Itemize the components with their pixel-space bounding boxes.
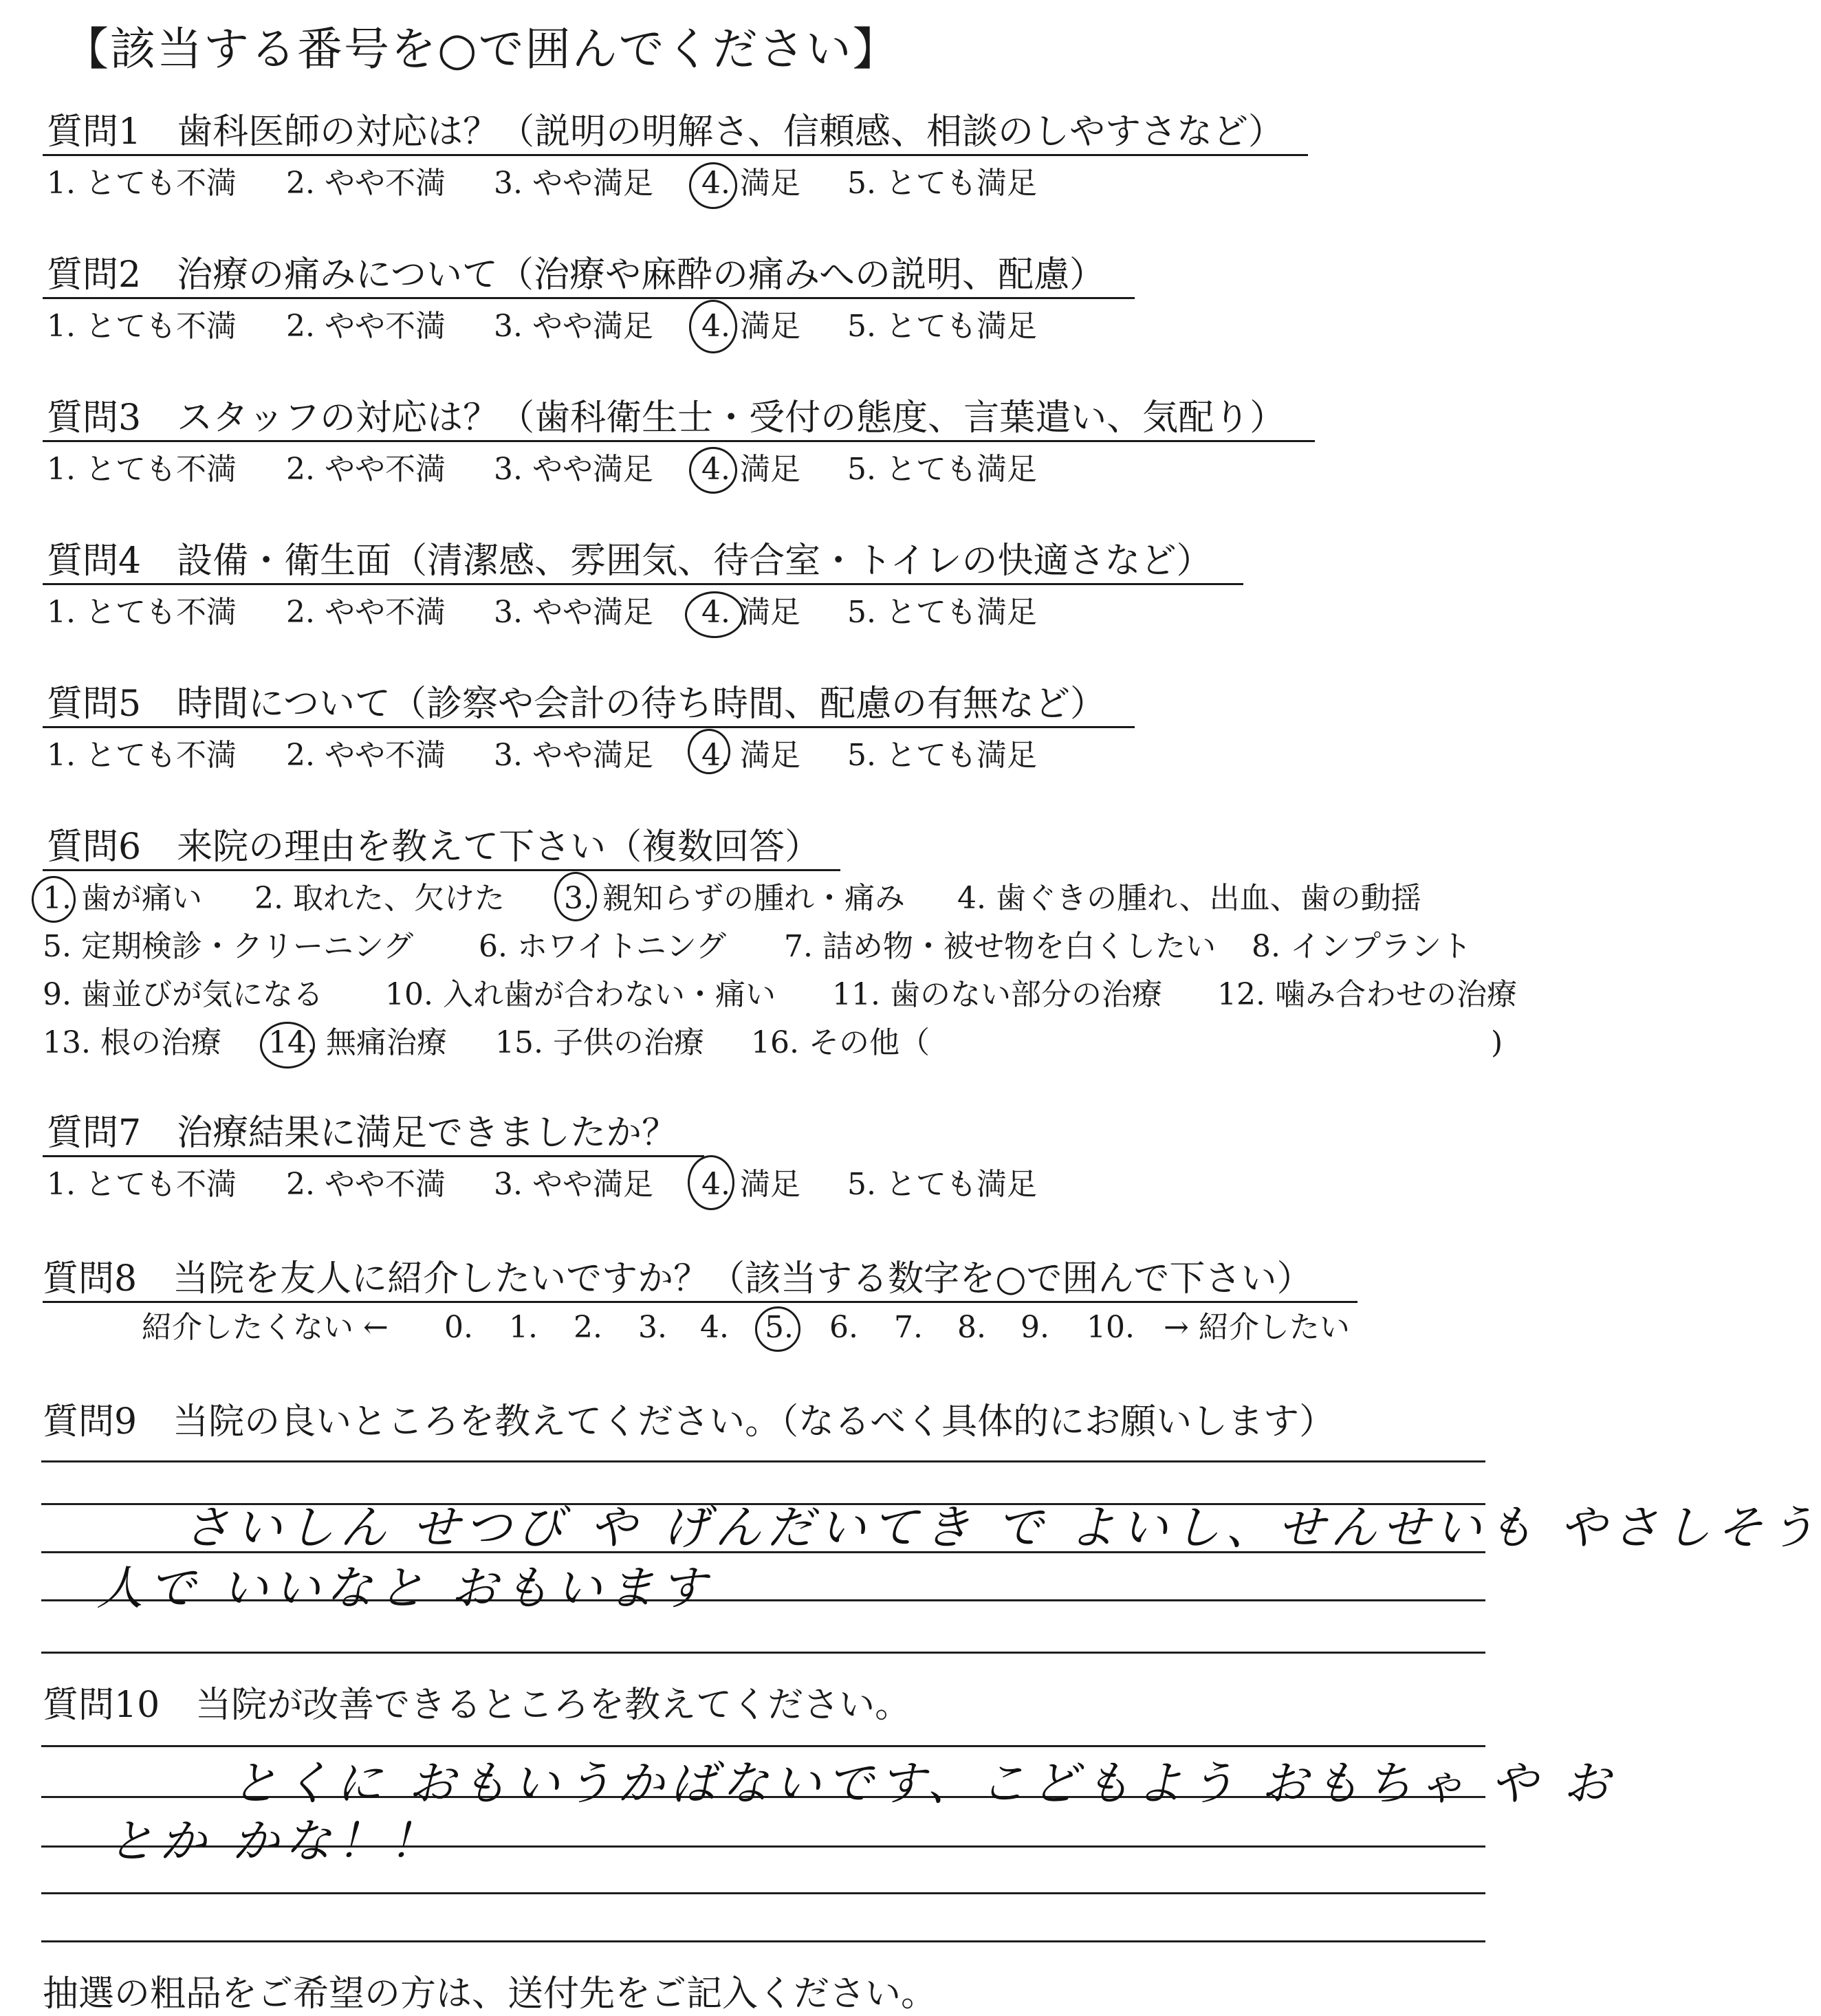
q7-option-1[interactable]: 1. とても不満	[47, 1167, 237, 1202]
question-1-underline	[43, 154, 1308, 156]
q7-option-2[interactable]: 2. やや不満	[286, 1167, 446, 1202]
q1-option-4[interactable]: 4. 満足	[701, 166, 800, 201]
q6-selected-circle-3	[554, 872, 597, 921]
q8-scale-7[interactable]: 7.	[894, 1310, 923, 1345]
q6-option-11[interactable]: 11. 歯のない部分の治療	[832, 977, 1162, 1012]
q4-option-3[interactable]: 3. やや満足	[494, 595, 653, 630]
q3-option-2[interactable]: 2. やや不満	[286, 452, 446, 487]
question-3-underline	[43, 440, 1315, 442]
q3-option-1[interactable]: 1. とても不満	[47, 452, 237, 487]
q1-option-5[interactable]: 5. とても満足	[847, 166, 1037, 201]
q8-scale-4[interactable]: 4.	[700, 1310, 729, 1345]
q6-option-14[interactable]: 14. 無痛治療	[268, 1025, 447, 1060]
q6-option-8[interactable]: 8. インプラント	[1252, 929, 1472, 964]
q8-left-label: 紹介したくない ←	[142, 1310, 389, 1345]
question-7-title: 質問7 治療結果に満足できましたか？	[47, 1113, 678, 1154]
q8-scale-6[interactable]: 6.	[829, 1310, 858, 1345]
q7-option-4[interactable]: 4. 満足	[701, 1167, 800, 1202]
q3-option-5[interactable]: 5. とても満足	[847, 452, 1037, 487]
q10-handwritten-answer-line-1: とくに おもいうかばないです、こどもよう おもちゃ や お	[231, 1757, 1616, 1811]
question-7-underline	[43, 1155, 704, 1157]
q4-option-1[interactable]: 1. とても不満	[47, 595, 237, 630]
question-2-underline	[43, 297, 1135, 299]
q4-option-5[interactable]: 5. とても満足	[847, 595, 1037, 630]
question-6-title: 質問6 来院の理由を教えて下さい（複数回答）	[47, 826, 821, 868]
q8-right-label: → 紹介したい	[1164, 1310, 1350, 1345]
q6-option-9[interactable]: 9. 歯並びが気になる	[43, 977, 323, 1012]
q6-option-1[interactable]: 1. 歯が痛い	[43, 881, 202, 916]
q6-option-2[interactable]: 2. 取れた、欠けた	[254, 881, 505, 916]
q8-scale-5[interactable]: 5.	[765, 1310, 794, 1345]
q6-option-7[interactable]: 7. 詰め物・被せ物を白くしたい	[784, 929, 1216, 964]
q3-option-3[interactable]: 3. やや満足	[494, 452, 653, 487]
q2-option-1[interactable]: 1. とても不満	[47, 309, 237, 344]
footer-instruction: 抽選の粗品をご希望の方は、送付先をご記入ください。	[43, 1973, 937, 2015]
q4-selected-circle	[685, 591, 744, 638]
question-9-title: 質問9 当院の良いところを教えてください。（なるべく具体的にお願いします）	[43, 1401, 1335, 1443]
q4-option-2[interactable]: 2. やや不満	[286, 595, 446, 630]
q6-option-12[interactable]: 12. 噛み合わせの治療	[1217, 977, 1517, 1012]
q10-answer-rule-4	[41, 1892, 1485, 1894]
q5-option-2[interactable]: 2. やや不満	[286, 738, 446, 773]
question-8-underline	[43, 1301, 1357, 1303]
q8-scale-2[interactable]: 2.	[574, 1310, 602, 1345]
q2-option-3[interactable]: 3. やや満足	[494, 309, 653, 344]
q6-option-13[interactable]: 13. 根の治療	[43, 1025, 221, 1060]
q8-selected-circle	[755, 1306, 800, 1352]
q6-option-4[interactable]: 4. 歯ぐきの腫れ、出血、歯の動揺	[957, 881, 1421, 916]
q5-option-4[interactable]: 4. 満足	[701, 738, 800, 773]
q7-selected-circle	[688, 1155, 734, 1210]
q6-option-10[interactable]: 10. 入れ歯が合わない・痛い	[385, 977, 776, 1012]
q4-option-4[interactable]: 4. 満足	[701, 595, 800, 630]
q6-selected-circle-1	[32, 876, 76, 923]
q1-option-1[interactable]: 1. とても不満	[47, 166, 237, 201]
question-3-title: 質問3 スタッフの対応は？（歯科衛生士・受付の態度、言葉遣い、気配り）	[47, 397, 1286, 439]
q1-option-2[interactable]: 2. やや不満	[286, 166, 446, 201]
q9-handwritten-answer-line-2: 人で いいなと おもいます	[96, 1562, 712, 1616]
q5-option-1[interactable]: 1. とても不満	[47, 738, 237, 773]
question-8-title: 質問8 当院を友人に紹介したいですか？（該当する数字を○で囲んで下さい）	[43, 1258, 1313, 1300]
q2-option-2[interactable]: 2. やや不満	[286, 309, 446, 344]
question-6-underline	[43, 869, 840, 871]
q5-selected-circle	[688, 729, 730, 774]
question-4-title: 質問4 設備・衛生面（清潔感、雰囲気、待合室・トイレの快適さなど）	[47, 540, 1212, 582]
q1-selected-circle	[689, 162, 737, 209]
q6-option-16[interactable]: 16. その他（	[751, 1025, 930, 1060]
q2-selected-circle	[689, 300, 737, 353]
question-10-title: 質問10 当院が改善できるところを教えてください。	[43, 1685, 911, 1726]
q6-option-15[interactable]: 15. 子供の治療	[495, 1025, 704, 1060]
q10-answer-rule-5	[41, 1940, 1485, 1942]
question-5-title: 質問5 時間について（診察や会計の待ち時間、配慮の有無など）	[47, 683, 1106, 725]
q1-option-3[interactable]: 3. やや満足	[494, 166, 653, 201]
question-2-title: 質問2 治療の痛みについて（治療や麻酔の痛みへの説明、配慮）	[47, 254, 1106, 296]
q5-option-5[interactable]: 5. とても満足	[847, 738, 1037, 773]
question-4-underline	[43, 583, 1243, 585]
q8-scale-1[interactable]: 1.	[509, 1310, 538, 1345]
q2-option-5[interactable]: 5. とても満足	[847, 309, 1037, 344]
q2-option-4[interactable]: 4. 満足	[701, 309, 800, 344]
q3-option-4[interactable]: 4. 満足	[701, 452, 800, 487]
q8-scale-0[interactable]: 0.	[444, 1310, 473, 1345]
q7-option-5[interactable]: 5. とても満足	[847, 1167, 1037, 1202]
q9-answer-rule-5	[41, 1652, 1485, 1654]
q8-scale-9[interactable]: 9.	[1021, 1310, 1049, 1345]
question-1-title: 質問1 歯科医師の対応は？（説明の明解さ、信頼感、相談のしやすさなど）	[47, 111, 1285, 153]
form-header: 【該当する番号を○で囲んでください】	[63, 23, 899, 76]
q6-other-close-paren: )	[1491, 1025, 1503, 1060]
q9-handwritten-answer-line-1: さいしん せつび や げんだいてき で よいし、せんせいも やさしそう	[183, 1501, 1821, 1555]
q8-scale-3[interactable]: 3.	[638, 1310, 667, 1345]
q3-selected-circle	[689, 447, 737, 494]
q10-handwritten-answer-line-2: とか かな！！	[107, 1815, 441, 1869]
q6-option-6[interactable]: 6. ホワイトニング	[479, 929, 727, 964]
q6-option-5[interactable]: 5. 定期検診・クリーニング	[43, 929, 414, 964]
q8-scale-10[interactable]: 10.	[1087, 1310, 1135, 1345]
q5-option-3[interactable]: 3. やや満足	[494, 738, 653, 773]
q6-selected-circle-14	[260, 1022, 315, 1069]
q9-answer-rule-1	[41, 1460, 1485, 1462]
question-5-underline	[43, 726, 1135, 728]
q7-option-3[interactable]: 3. やや満足	[494, 1167, 653, 1202]
q6-option-3[interactable]: 3. 親知らずの腫れ・痛み	[564, 881, 905, 916]
q8-scale-8[interactable]: 8.	[957, 1310, 986, 1345]
